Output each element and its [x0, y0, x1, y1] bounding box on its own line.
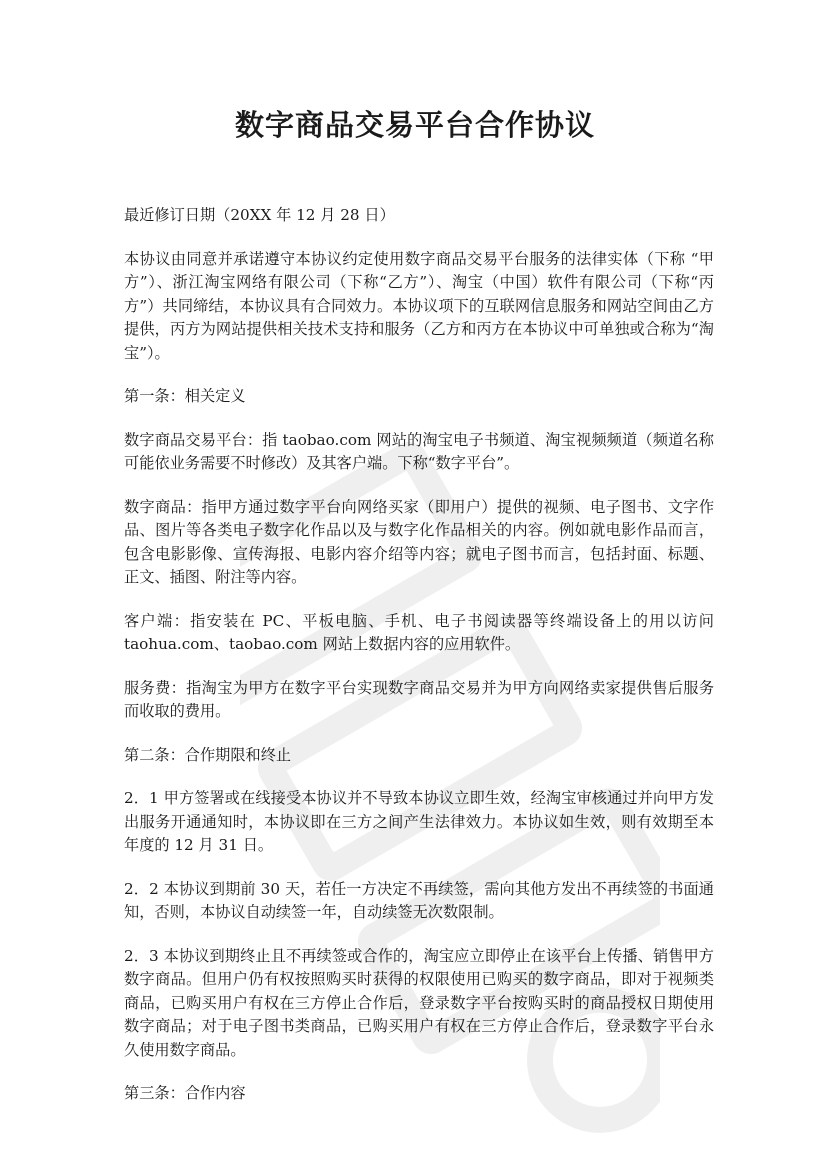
section-heading-3: 第三条：合作内容 [124, 1084, 246, 1102]
definition-digital-goods: 数字商品：指甲方通过数字平台向网络买家（即用户）提供的视频、电子图书、文字作品、图片等各类电子数字化作品以及与数字化作品相关的内容。例如就电影作品而言，包含电影影像、宣传海报、电影内容介绍等内容；就电子图书而言，包括封面、标题、正文、插图、附注等内容。 [124, 497, 714, 586]
clause-2-1: 2．1 甲方签署或在线接受本协议并不导致本协议立即生效，经淘宝审核通过并向甲方发出服务开通通知时，本协议即在三方之间产生法律效力。本协议如生效，则有效期至本年度的 12 月 31 日。 [124, 789, 714, 854]
document-title: 数字商品交易平台合作协议 [234, 108, 595, 142]
section-heading-1: 第一条：相关定义 [124, 387, 246, 405]
definition-service-fee: 服务费：指淘宝为甲方在数字平台实现数字商品交易并为甲方向网络卖家提供售后服务而收取的费用。 [124, 678, 714, 720]
definition-client: 客户端：指安装在 PC、平板电脑、手机、电子书阅读器等终端设备上的用以访问 taohua.com、taobao.com 网站上数据内容的应用软件。 [124, 611, 714, 653]
definition-platform: 数字商品交易平台：指 taobao.com 网站的淘宝电子书频道、淘宝视频频道（频道名称可能依业务需要不时修改）及其客户端。下称“数字平台”。 [124, 430, 714, 472]
revision-date: 最近修订日期（20XX 年 12 月 28 日） [124, 206, 395, 224]
section-heading-2: 第二条：合作期限和终止 [124, 745, 292, 764]
clause-2-3: 2．3 本协议到期终止且不再续签或合作的，淘宝应立即停止在该平台上传播、销售甲方数字商品。但用户仍有权按照购买时获得的权限使用已购买的数字商品，即对于视频类商品，已购买用户有权在三方停止合作后，登录数字平台按购买时的商品授权日期使用数字商品；对于电子图书类商品，已购买用户有权在三方停止合作后，登录数字平台永久使用数字商品。 [124, 946, 714, 1059]
document-body [124, 204, 714, 1126]
intro-paragraph: 本协议由同意并承诺遵守本协议约定使用数字商品交易平台服务的法律实体（下称 “甲方”）、浙江淘宝网络有限公司（下称“乙方”）、淘宝（中国）软件有限公司（下称“丙方”）共同缔结，本协议具有合同效力。本协议项下的互联网信息服务和网站空间由乙方提供，丙方为网站提供相关技术支持和服务（乙方和丙方在本协议中可单独或合称为“淘宝”）。 [124, 249, 714, 362]
clause-2-2: 2．2 本协议到期前 30 天，若任一方决定不再续签，需向其他方发出不再续签的书面通知，否则，本协议自动续签一年，自动续签无次数限制。 [124, 879, 714, 921]
